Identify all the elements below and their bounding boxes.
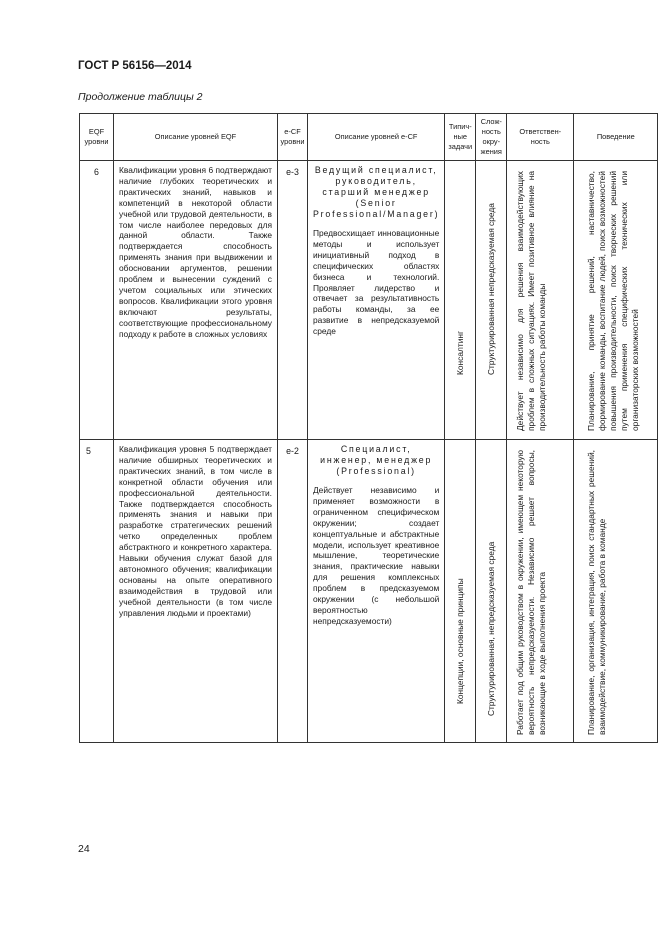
col-ecf-description: Описание уровней e-CF bbox=[308, 114, 445, 161]
col-ecf-level: e-CF уровни bbox=[278, 114, 308, 161]
typical-tasks-cell bbox=[445, 440, 476, 743]
ecf-description-text: Предвосхищает инновационные методы и использует инициативный подход в специфических областях бизнеса и технологий. Проявляет лидерство и отвечает за результативность работы команды, за ее развитие в непредсказуемой среде bbox=[313, 228, 440, 337]
responsibility-cell bbox=[507, 440, 574, 743]
ecf-role-title: Специалист, инженер, менеджер (Professional) bbox=[320, 444, 433, 476]
table-header-row bbox=[80, 114, 658, 161]
typical-tasks-text: Концепции, основные принципы bbox=[455, 578, 466, 704]
document-title: ГОСТ Р 56156—2014 bbox=[78, 60, 192, 72]
ecf-description-text: Действует независимо и применяет возможности в ограниченном специфическом окружении; создает концептуальные и абстрактные модели, использует креативное мышление, теоретические знания, практические навыки для решения комплексных проблем в предсказуемом окружении (с небольшой вероятностью непредсказуемости) bbox=[313, 485, 440, 626]
table-row bbox=[80, 440, 658, 743]
ecf-description-cell bbox=[308, 161, 445, 440]
ecf-description-cell bbox=[308, 440, 445, 743]
table-row bbox=[80, 161, 658, 440]
complexity-cell bbox=[476, 440, 507, 743]
col-eqf-description: Описание уровней EQF bbox=[114, 114, 278, 161]
ecf-level-cell: e-3 bbox=[278, 161, 308, 440]
ecf-role-title: Ведущий специалист, руководитель, старший менеджер (Senior Professional/Manager) bbox=[313, 165, 440, 219]
behavior-text: Планирование, принятие решений, наставничество, формирование команды, воспитание людей, поиск возможностей повышения производительности, поиск творческих решений путем применения специфических технических или организаторских возможностей bbox=[586, 171, 640, 431]
typical-tasks-cell bbox=[445, 161, 476, 440]
behavior-text: Планирование, организация, интеграция, поиск стандартных решений, взаимодействие, коммуникирование, работа в команде bbox=[586, 450, 608, 735]
col-eqf-level: EQF уровни bbox=[80, 114, 114, 161]
competence-table bbox=[79, 113, 658, 743]
complexity-cell bbox=[476, 161, 507, 440]
col-responsibility: Ответствен-ность bbox=[507, 114, 574, 161]
complexity-text: Структурированная, непредсказуемая среда bbox=[486, 541, 497, 716]
responsibility-text: Работает под общим руководством в окружении, имеющем некоторую вероятность непредсказуемости. Независимо решает вопросы, возникающие в ходе выполнения проекта bbox=[515, 450, 548, 735]
col-complexity: Слож-ность окру-жения bbox=[476, 114, 507, 161]
eqf-description-cell: Квалификации уровня 6 подтверждают наличие глубоких теоретических и практических знаний, навыков и компетенций в некоторой области учебной или трудовой деятельности, в том числе наиболее передовых для данной области. Также подтверждается способность применять знания при выдвижении и обосновании аргументов, решении проблем и вынесении суждений с учетом социальных или этических вопросов. Квалификации этого уровня включают результаты, соответствующие профессиональному подходу к работе в сложных условиях bbox=[114, 161, 278, 440]
typical-tasks-text: Консалтинг bbox=[455, 330, 466, 375]
col-typical-tasks: Типич-ные задачи bbox=[445, 114, 476, 161]
responsibility-text: Действует независимо для решения взаимодействующих проблем в сложных ситуациях. Имеет позитивное влияние на производительность работы команды bbox=[515, 171, 548, 431]
complexity-text: Структурированная непредсказуемая среда bbox=[486, 203, 497, 375]
behavior-cell bbox=[574, 440, 658, 743]
col-behavior: Поведение bbox=[574, 114, 658, 161]
table-caption: Продолжение таблицы 2 bbox=[78, 91, 203, 103]
page-number: 24 bbox=[78, 843, 90, 855]
eqf-level-cell: 6 bbox=[80, 161, 114, 440]
behavior-cell bbox=[574, 161, 658, 440]
eqf-level-cell: 5 bbox=[80, 440, 114, 743]
eqf-description-cell: Квалификация уровня 5 подтверждает наличие обширных теоретических и практических знаний, в том числе в конкретной области обучения или профессиональной деятельности. Также подтверждается способность применять знания и навыки при разработке стратегических решений четко определенных проблем абстрактного и конкретного характера. Навыки обучения служат базой для автономного обучения; квалификации основаны на опыте оперативного взаимодействия в трудовой или учебной деятельности (в том числе управления людьми и проектами) bbox=[114, 440, 278, 743]
ecf-level-cell: e-2 bbox=[278, 440, 308, 743]
responsibility-cell bbox=[507, 161, 574, 440]
